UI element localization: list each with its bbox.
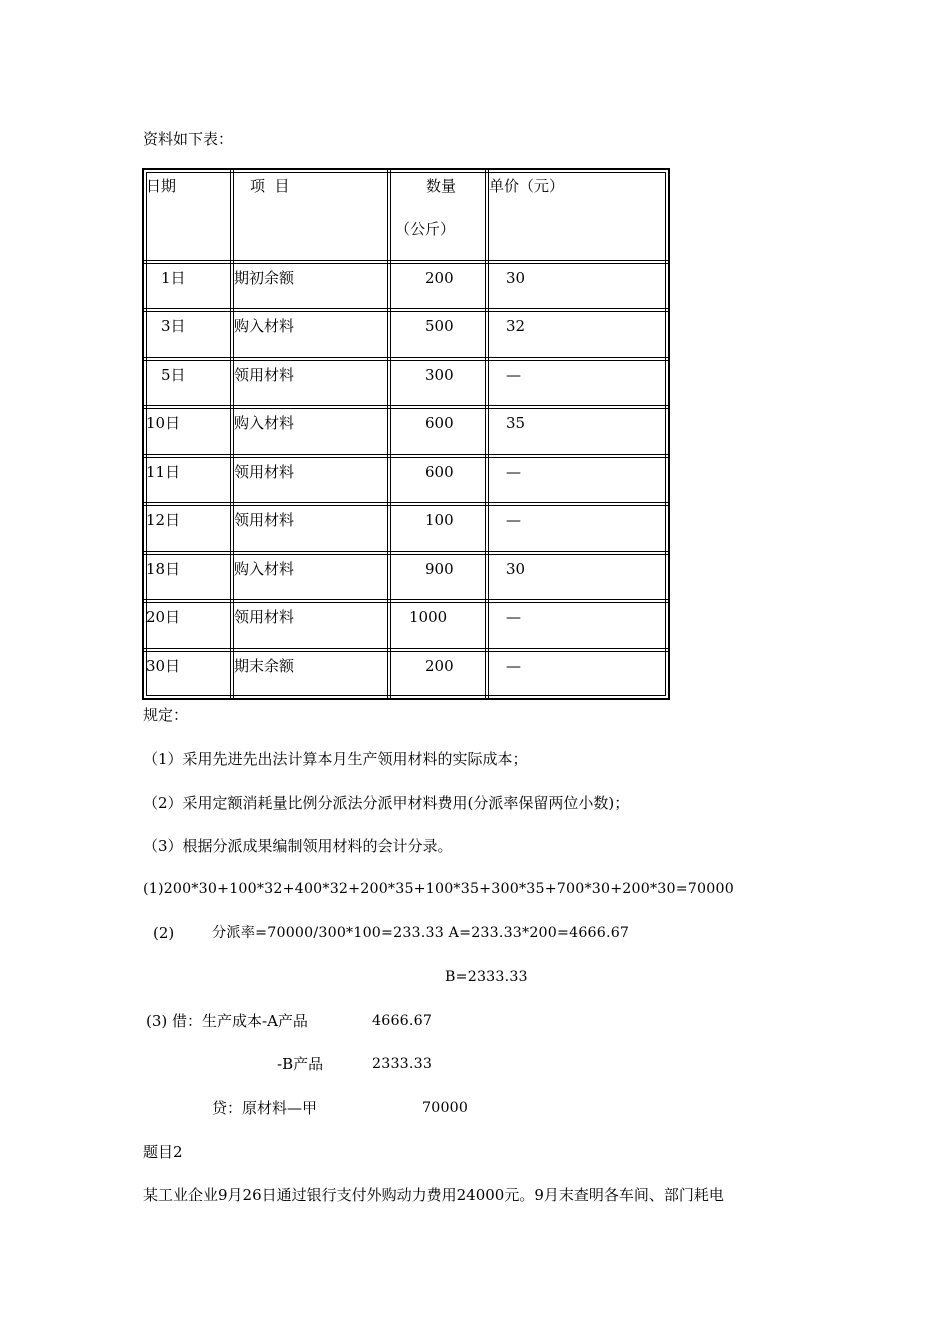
row-6-qty: 100 <box>425 511 454 529</box>
row-9-price: — <box>506 657 521 675</box>
row-1-price: 30 <box>506 269 526 287</box>
answer-3-b-amount: 2333.33 <box>372 1056 433 1072</box>
materials-table <box>142 168 670 700</box>
row-6-date: 12日 <box>146 511 181 529</box>
question-2-title: 题目2 <box>143 1143 183 1161</box>
row-7-date: 18日 <box>146 560 181 578</box>
row-5-price: — <box>506 463 521 481</box>
header-qty-unit: （公斤） <box>395 220 456 238</box>
requirement-3: （3）根据分派成果编制领用材料的会计分录。 <box>143 837 453 855</box>
row-3-item: 领用材料 <box>234 366 295 384</box>
question-2-text: 某工业企业9月26日通过银行支付外购动力费用24000元。9月末查明各车间、部门耗电 <box>143 1186 724 1204</box>
row-7-qty: 900 <box>425 560 454 578</box>
row-4-item: 购入材料 <box>234 414 295 432</box>
requirements-heading: 规定： <box>143 706 189 724</box>
answer-3-credit-amount: 70000 <box>422 1100 469 1116</box>
row-2-price: 32 <box>506 317 526 335</box>
row-6-item: 领用材料 <box>234 511 295 529</box>
answer-2-text: 分派率=70000/300*100=233.33 A=233.33*200=4666.67 <box>212 925 630 941</box>
intro-text: 资料如下表： <box>143 130 234 148</box>
answer-2-label: (2) <box>153 924 175 942</box>
row-9-date: 30日 <box>146 657 181 675</box>
row-3-qty: 300 <box>425 366 454 384</box>
header-price: 单价（元） <box>489 177 565 195</box>
row-7-item: 购入材料 <box>234 560 295 578</box>
answer-3-a-amount: 4666.67 <box>372 1013 433 1029</box>
row-4-qty: 600 <box>425 414 454 432</box>
requirement-1: （1）采用先进先出法计算本月生产领用材料的实际成本； <box>143 750 528 768</box>
header-item: 项 目 <box>250 177 290 195</box>
row-5-qty: 600 <box>425 463 454 481</box>
requirement-2: （2）采用定额消耗量比例分派法分派甲材料费用(分派率保留两位小数)； <box>143 794 630 812</box>
row-4-date: 10日 <box>146 414 181 432</box>
row-8-price: — <box>506 608 521 626</box>
row-1-item: 期初余额 <box>234 269 295 287</box>
row-9-item: 期末余额 <box>234 657 295 675</box>
row-6-price: — <box>506 511 521 529</box>
table-border <box>142 168 670 700</box>
row-3-date: 5日 <box>161 366 186 384</box>
row-7-price: 30 <box>506 560 526 578</box>
answer-2-b: B=2333.33 <box>445 969 528 985</box>
row-5-date: 11日 <box>146 463 181 481</box>
row-3-price: — <box>506 366 521 384</box>
answer-3-b-label: -B产品 <box>277 1055 324 1073</box>
row-4-price: 35 <box>506 414 526 432</box>
row-2-qty: 500 <box>425 317 454 335</box>
row-2-item: 购入材料 <box>234 317 295 335</box>
header-date: 日期 <box>146 177 177 195</box>
row-8-item: 领用材料 <box>234 608 295 626</box>
answer-3-label: (3) 借：生产成本-A产品 <box>146 1012 308 1030</box>
row-8-date: 20日 <box>146 608 181 626</box>
answer-3-credit: 贷：原材料—甲 <box>212 1099 318 1117</box>
row-1-date: 1日 <box>161 269 186 287</box>
row-1-qty: 200 <box>425 269 454 287</box>
row-9-qty: 200 <box>425 657 454 675</box>
row-2-date: 3日 <box>161 317 186 335</box>
header-qty: 数量 <box>426 177 457 195</box>
answer-1: (1)200*30+100*32+400*32+200*35+100*35+300*35+700*30+200*30=70000 <box>143 881 734 897</box>
row-5-item: 领用材料 <box>234 463 295 481</box>
row-8-qty: 1000 <box>409 608 448 626</box>
